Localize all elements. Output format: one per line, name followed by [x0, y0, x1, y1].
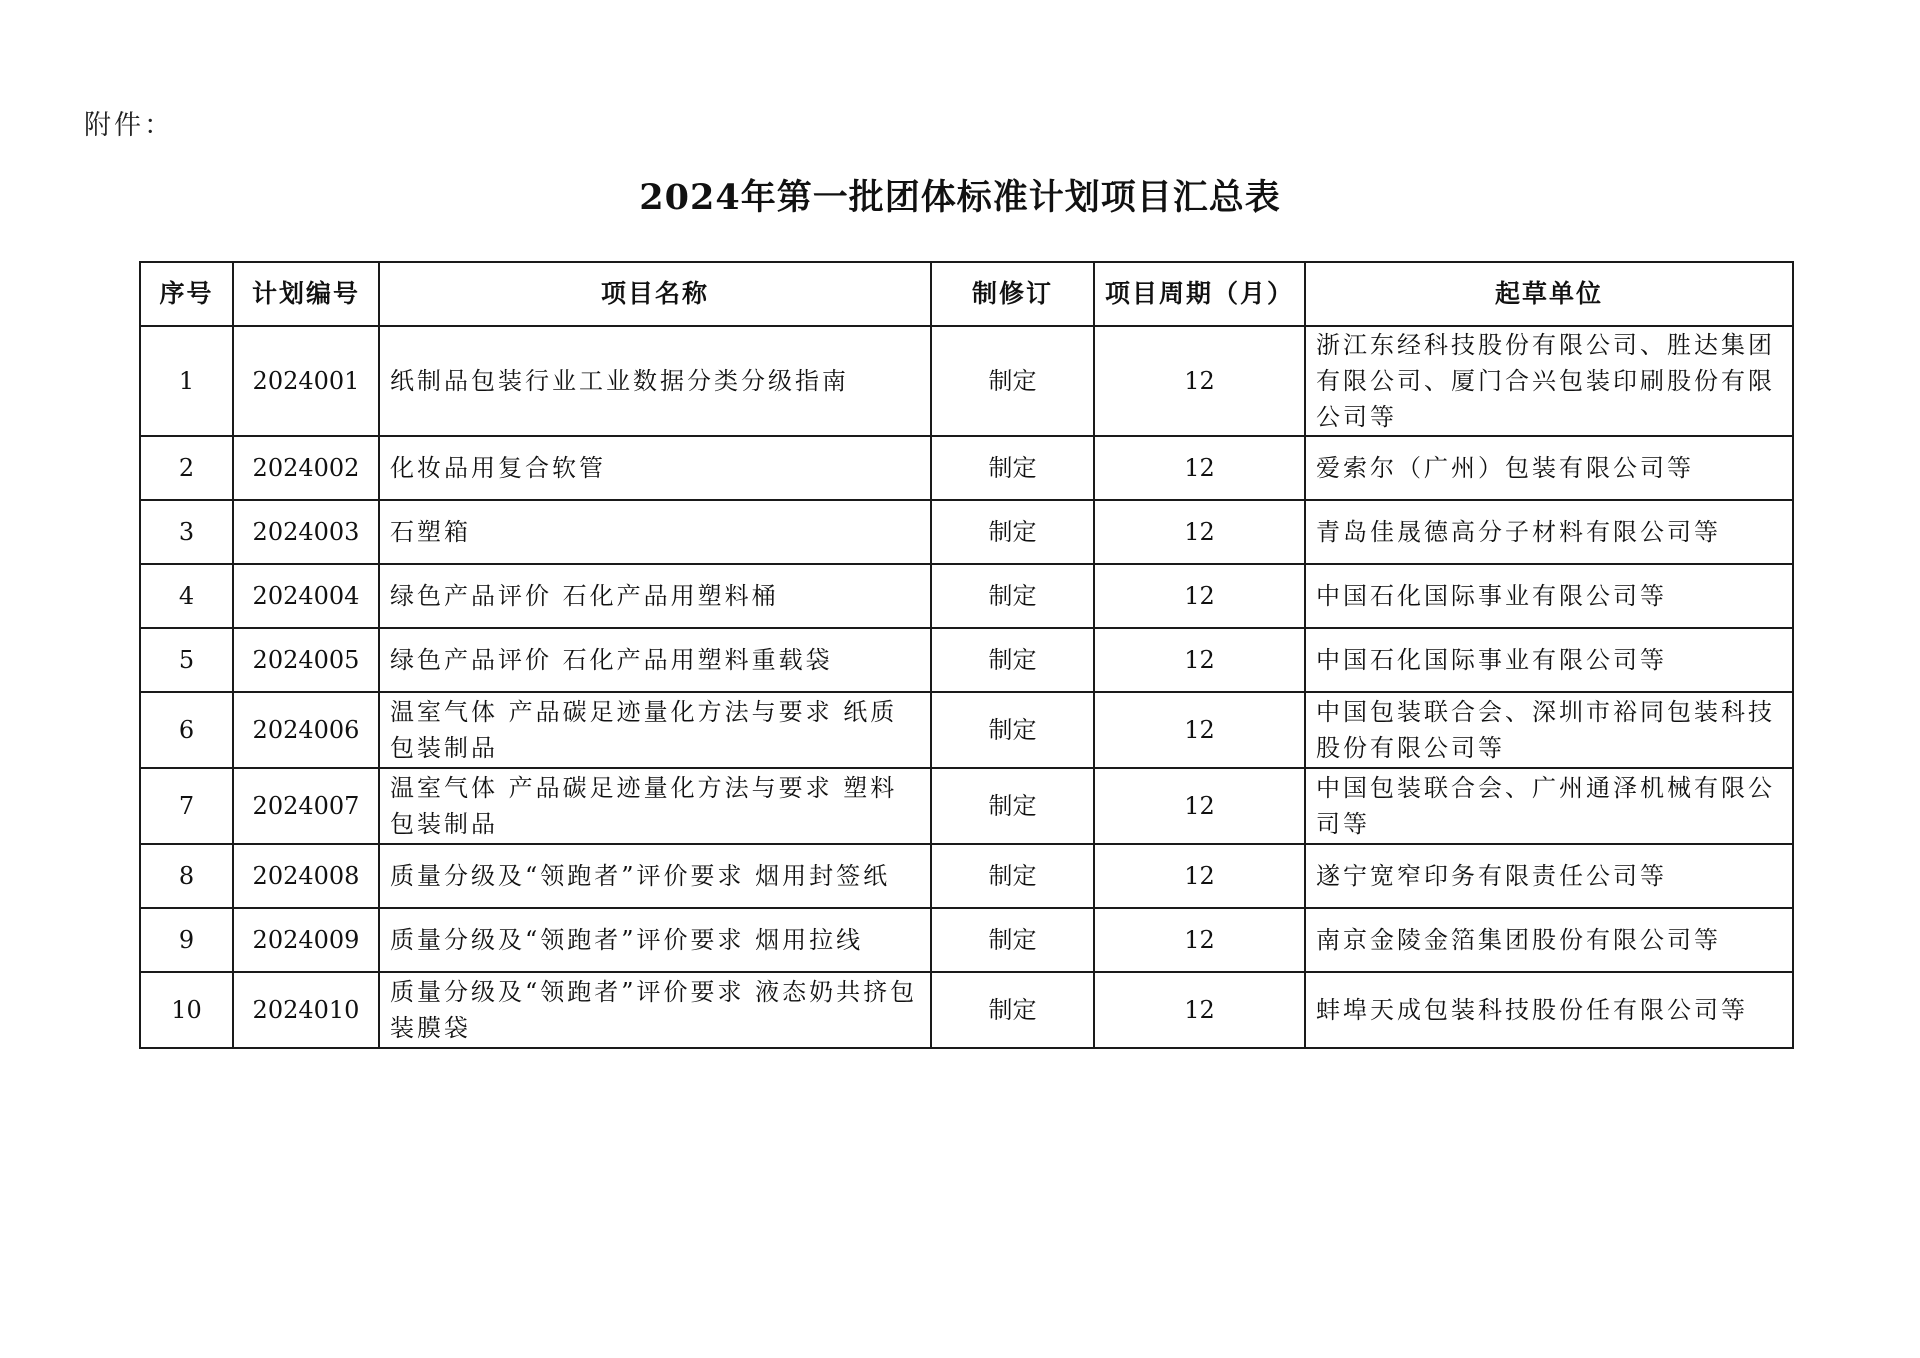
cell-no: 6	[140, 692, 233, 768]
cell-no: 4	[140, 564, 233, 628]
cell-drafter: 爱索尔（广州）包装有限公司等	[1305, 436, 1793, 500]
cell-code: 2024010	[233, 972, 379, 1048]
table-header-row	[140, 262, 1793, 326]
attachment-label: 附件：	[84, 110, 174, 141]
cell-period: 12	[1094, 768, 1305, 844]
table-row	[140, 326, 1793, 436]
table-row	[140, 768, 1793, 844]
cell-type: 制定	[931, 564, 1094, 628]
cell-type: 制定	[931, 972, 1094, 1048]
cell-drafter: 遂宁宽窄印务有限责任公司等	[1305, 844, 1793, 908]
table-row	[140, 844, 1793, 908]
cell-name: 温室气体 产品碳足迹量化方法与要求 塑料包装制品	[379, 768, 931, 844]
cell-code: 2024003	[233, 500, 379, 564]
cell-code: 2024007	[233, 768, 379, 844]
cell-no: 8	[140, 844, 233, 908]
cell-name: 绿色产品评价 石化产品用塑料重载袋	[379, 628, 931, 692]
column-header-period: 项目周期（月）	[1094, 262, 1305, 326]
cell-drafter: 南京金陵金箔集团股份有限公司等	[1305, 908, 1793, 972]
column-header-name: 项目名称	[379, 262, 931, 326]
column-header-type: 制修订	[931, 262, 1094, 326]
cell-drafter: 浙江东经科技股份有限公司、胜达集团有限公司、厦门合兴包装印刷股份有限公司等	[1305, 326, 1793, 436]
cell-type: 制定	[931, 628, 1094, 692]
table-row	[140, 436, 1793, 500]
cell-drafter: 青岛佳晟德高分子材料有限公司等	[1305, 500, 1793, 564]
cell-drafter: 中国石化国际事业有限公司等	[1305, 628, 1793, 692]
cell-code: 2024006	[233, 692, 379, 768]
cell-type: 制定	[931, 326, 1094, 436]
cell-no: 10	[140, 972, 233, 1048]
cell-period: 12	[1094, 436, 1305, 500]
cell-name: 纸制品包装行业工业数据分类分级指南	[379, 326, 931, 436]
cell-name: 质量分级及“领跑者”评价要求 烟用封签纸	[379, 844, 931, 908]
cell-name: 质量分级及“领跑者”评价要求 液态奶共挤包装膜袋	[379, 972, 931, 1048]
cell-no: 9	[140, 908, 233, 972]
cell-period: 12	[1094, 628, 1305, 692]
cell-type: 制定	[931, 500, 1094, 564]
table-row	[140, 972, 1793, 1048]
column-header-code: 计划编号	[233, 262, 379, 326]
cell-code: 2024009	[233, 908, 379, 972]
cell-no: 2	[140, 436, 233, 500]
cell-drafter: 中国包装联合会、深圳市裕同包装科技股份有限公司等	[1305, 692, 1793, 768]
cell-code: 2024008	[233, 844, 379, 908]
standards-plan-table	[139, 261, 1794, 1049]
cell-code: 2024002	[233, 436, 379, 500]
cell-code: 2024004	[233, 564, 379, 628]
cell-no: 7	[140, 768, 233, 844]
cell-code: 2024001	[233, 326, 379, 436]
cell-period: 12	[1094, 326, 1305, 436]
table-row	[140, 908, 1793, 972]
cell-name: 石塑箱	[379, 500, 931, 564]
cell-period: 12	[1094, 972, 1305, 1048]
cell-period: 12	[1094, 500, 1305, 564]
cell-name: 绿色产品评价 石化产品用塑料桶	[379, 564, 931, 628]
table-row	[140, 500, 1793, 564]
cell-type: 制定	[931, 692, 1094, 768]
cell-type: 制定	[931, 436, 1094, 500]
table-row	[140, 692, 1793, 768]
cell-no: 3	[140, 500, 233, 564]
cell-no: 5	[140, 628, 233, 692]
cell-name: 温室气体 产品碳足迹量化方法与要求 纸质包装制品	[379, 692, 931, 768]
cell-name: 质量分级及“领跑者”评价要求 烟用拉线	[379, 908, 931, 972]
cell-no: 1	[140, 326, 233, 436]
cell-type: 制定	[931, 908, 1094, 972]
cell-name: 化妆品用复合软管	[379, 436, 931, 500]
table-row	[140, 564, 1793, 628]
document-title: 2024年第一批团体标准计划项目汇总表	[639, 177, 1281, 218]
cell-period: 12	[1094, 908, 1305, 972]
cell-drafter: 中国包装联合会、广州通泽机械有限公司等	[1305, 768, 1793, 844]
cell-type: 制定	[931, 768, 1094, 844]
cell-code: 2024005	[233, 628, 379, 692]
column-header-drafter: 起草单位	[1305, 262, 1793, 326]
cell-period: 12	[1094, 692, 1305, 768]
column-header-no: 序号	[140, 262, 233, 326]
cell-drafter: 中国石化国际事业有限公司等	[1305, 564, 1793, 628]
table-row	[140, 628, 1793, 692]
cell-drafter: 蚌埠天成包装科技股份任有限公司等	[1305, 972, 1793, 1048]
cell-period: 12	[1094, 564, 1305, 628]
cell-period: 12	[1094, 844, 1305, 908]
cell-type: 制定	[931, 844, 1094, 908]
